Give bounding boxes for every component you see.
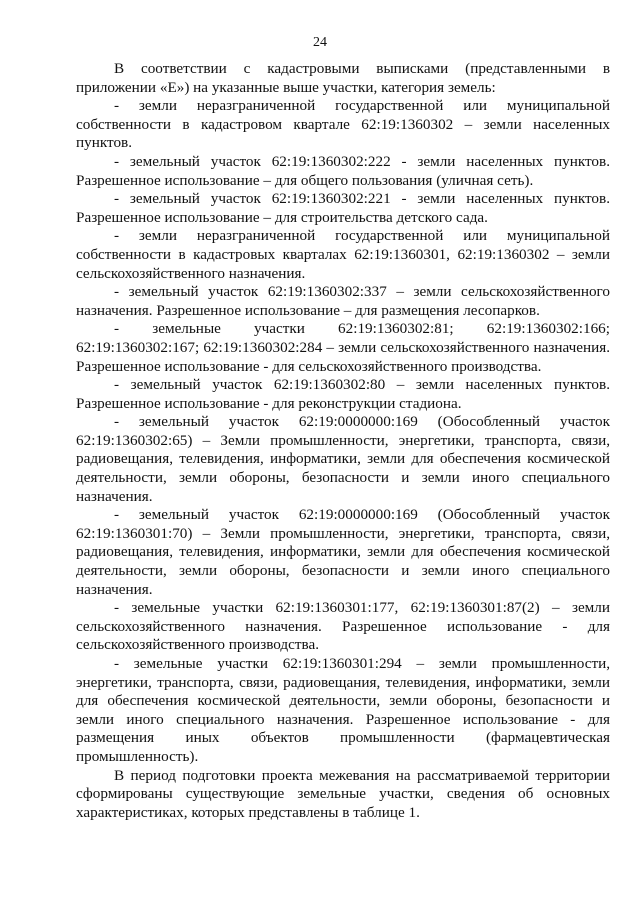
paragraph-intro: В соответствии с кадастровыми выписками (представленными в приложении «Е») на указанные выше участки, категория земель: [76, 60, 610, 96]
list-item: - земельный участок 62:19:1360302:221 - земли населенных пунктов. Разрешенное использование – для строительства детского сада. [76, 190, 610, 226]
list-item: - земли неразграниченной государственной или муниципальной собственности в кадастровых кварталах 62:19:1360301, 62:19:1360302 – земли сельскохозяйственного назначения. [76, 227, 610, 282]
list-item: - земельные участки 62:19:1360302:81; 62:19:1360302:166; 62:19:1360302:167; 62:19:1360302:284 – земли сельскохозяйственного назначения. Разрешенное использование - для сельскохозяйственного производства. [76, 320, 610, 375]
list-item: - земельный участок 62:19:1360302:337 – земли сельскохозяйственного назначения. Разрешенное использование – для размещения лесопарков. [76, 283, 610, 319]
list-item: - земельный участок 62:19:1360302:80 – земли населенных пунктов. Разрешенное использование - для реконструкции стадиона. [76, 376, 610, 412]
list-item: - земельные участки 62:19:1360301:177, 62:19:1360301:87(2) – земли сельскохозяйственного назначения. Разрешенное использование - для сельскохозяйственного производства. [76, 599, 610, 654]
document-body [76, 60, 610, 822]
list-item: - земельные участки 62:19:1360301:294 – земли промышленности, энергетики, транспорта, связи, радиовещания, телевидения, информатики, земли для обеспечения космической деятельности, земли обороны, безопасности и земли иного специального назначения. Разрешенное использование - для размещения иных объектов промышленности (фармацевтическая промышленность). [76, 655, 610, 765]
list-item: - земельный участок 62:19:0000000:169 (Обособленный участок 62:19:1360301:70) – Земли промышленности, энергетики, транспорта, связи, радиовещания, телевидения, информатики, земли для обеспечения космической деятельности, земли обороны, безопасности и земли иного специального назначения. [76, 506, 610, 598]
paragraph-conclusion: В период подготовки проекта межевания на рассматриваемой территории сформированы существующие земельные участки, сведения об основных характеристиках, которых представлены в таблице 1. [76, 766, 610, 821]
page-number: 24 [313, 35, 327, 50]
list-item: - земельный участок 62:19:1360302:222 - земли населенных пунктов. Разрешенное использование – для общего пользования (уличная сеть). [76, 152, 610, 189]
list-item: - земли неразграниченной государственной или муниципальной собственности в кадастровом квартале 62:19:1360302 – земли населенных пунктов. [76, 97, 610, 152]
list-item: - земельный участок 62:19:0000000:169 (Обособленный участок 62:19:1360302:65) – Земли промышленности, энергетики, транспорта, связи, радиовещания, телевидения, информатики, земли для обеспечения космической деятельности, земли обороны, безопасности и земли иного специального назначения. [76, 413, 610, 505]
